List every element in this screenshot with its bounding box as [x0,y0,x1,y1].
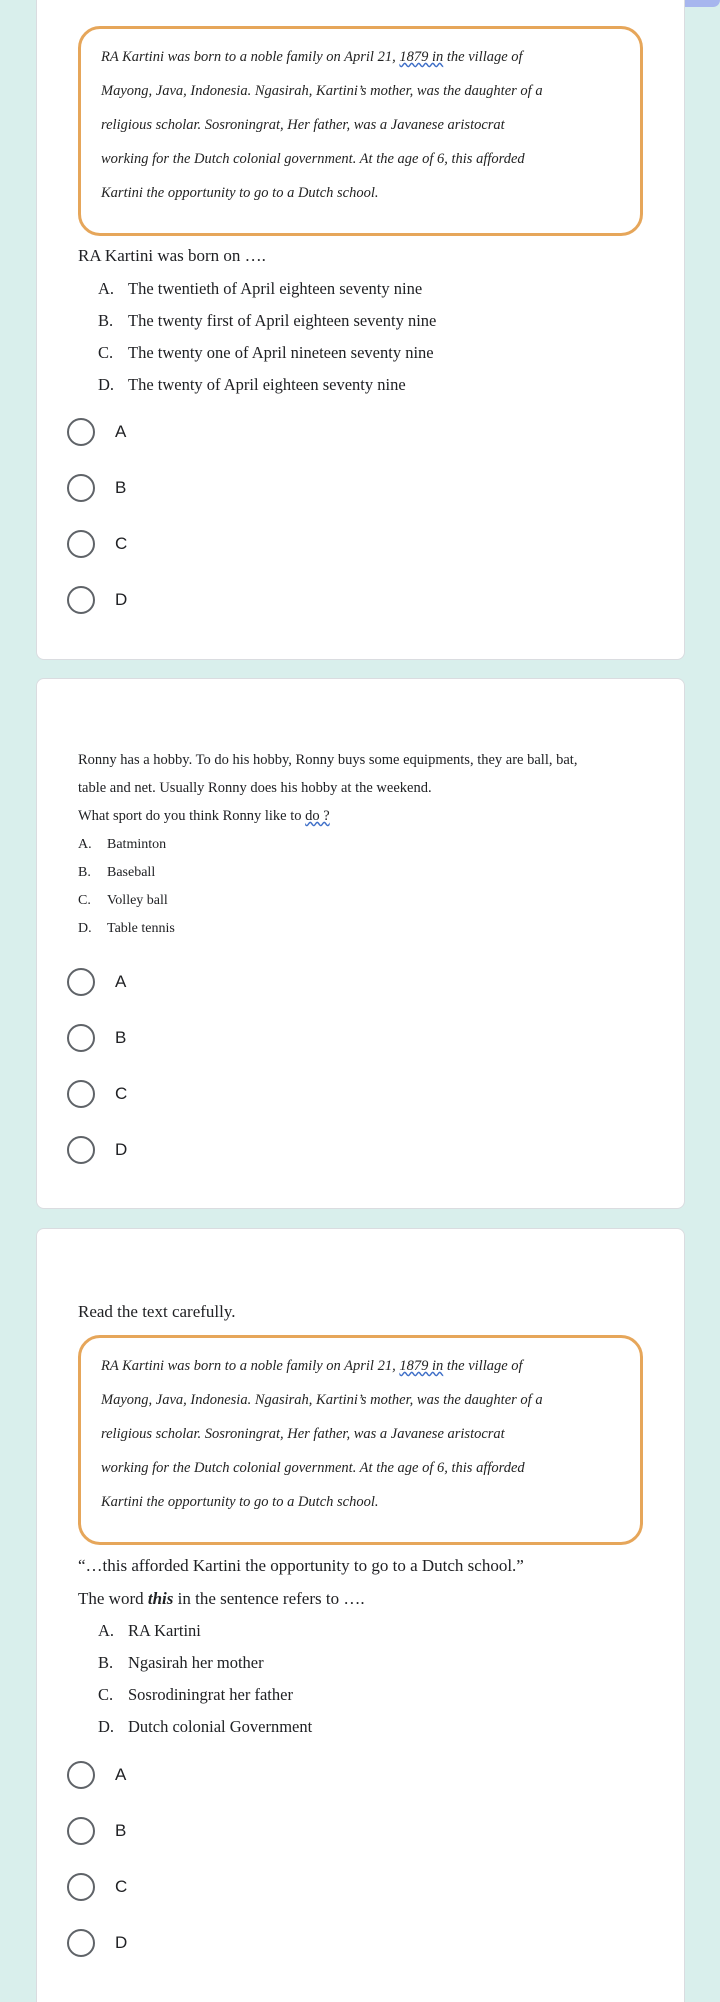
passage-text: RA Kartini was born to a noble family on April 21, [101,49,400,65]
passage-line: working for the Dutch colonial government. At the age of 6, this afforded [101,151,525,167]
passage-line: religious scholar. Sosroningrat, Her father, was a Javanese aristocrat [101,1426,505,1442]
question-intro: Read the text carefully. [78,1302,236,1321]
answer-option-c-text: C. Sosrodiningrat her father [98,1685,293,1704]
question-card-2 [36,678,685,1209]
passage-text: RA Kartini was born to a noble family on April 21, [101,1358,400,1374]
choice-d[interactable] [67,584,367,616]
radio-button[interactable] [67,1136,95,1164]
question-stem: RA Kartini was born on …. [78,246,266,265]
choice-c[interactable] [67,528,367,560]
choice-label: B [115,1821,127,1840]
choice-b[interactable] [67,1022,367,1054]
choice-a[interactable] [67,966,367,998]
answer-option-d-text: D. Table tennis [78,921,175,936]
choice-d[interactable] [67,1134,367,1166]
radio-button[interactable] [67,418,95,446]
radio-button[interactable] [67,1817,95,1845]
passage-line: Kartini the opportunity to go to a Dutch school. [101,185,379,201]
choice-label: A [115,422,127,441]
passage-line: Kartini the opportunity to go to a Dutch school. [101,1494,379,1510]
choice-a[interactable] [67,1759,367,1791]
choice-label: C [115,534,128,553]
radio-button[interactable] [67,586,95,614]
question-card-1 [36,0,685,660]
radio-button[interactable] [67,1761,95,1789]
passage-line: religious scholar. Sosroningrat, Her father, was a Javanese aristocrat [101,117,505,133]
answer-option-c-text: C. Volley ball [78,893,168,908]
passage-underlined-text: 1879 in [399,1358,444,1374]
radio-button[interactable] [67,968,95,996]
radio-button[interactable] [67,530,95,558]
passage-box [78,1335,643,1545]
passage-text: the village of [443,1358,523,1374]
choice-label: A [115,1765,127,1784]
answer-option-b-text: B. Baseball [78,865,156,880]
choice-label: C [115,1877,128,1896]
answer-option-c-text: C. The twenty one of April nineteen seventy nine [98,343,434,362]
answer-option-b-text: B. Ngasirah her mother [98,1653,264,1672]
choice-c[interactable] [67,1078,367,1110]
radio-button[interactable] [67,1080,95,1108]
passage-line: Mayong, Java, Indonesia. Ngasirah, Kartini’s mother, was the daughter of a [101,1392,543,1408]
answer-option-a-text: A. The twentieth of April eighteen seventy nine [98,279,423,298]
answer-option-a-text: A. RA Kartini [98,1621,201,1640]
question-card-3 [36,1228,685,2002]
passage-line: working for the Dutch colonial government. At the age of 6, this afforded [101,1460,525,1476]
choice-label: D [115,590,128,609]
answer-option-d-text: D. The twenty of April eighteen seventy nine [98,375,406,394]
choice-label: D [115,1933,128,1952]
passage-underlined-text: 1879 in [399,49,444,65]
quoted-sentence: “…this afforded Kartini the opportunity to go to a Dutch school.” [78,1556,524,1575]
choice-d[interactable] [67,1927,367,1959]
radio-button[interactable] [67,1929,95,1957]
choice-label: A [115,972,127,991]
choice-b[interactable] [67,1815,367,1847]
choice-label: B [115,478,127,497]
choice-a[interactable] [67,416,367,448]
choice-label: C [115,1084,128,1103]
passage-line: Mayong, Java, Indonesia. Ngasirah, Kartini’s mother, was the daughter of a [101,83,543,99]
answer-option-a-text: A. Batminton [78,837,167,852]
answer-option-b-text: B. The twenty first of April eighteen seventy nine [98,311,437,330]
choice-label: D [115,1140,128,1159]
answer-option-d-text: D. Dutch colonial Government [98,1717,313,1736]
question-stem: The word this in the sentence refers to …. [78,1589,365,1608]
passage-box [78,26,643,236]
radio-button[interactable] [67,1873,95,1901]
radio-button[interactable] [67,1024,95,1052]
radio-button[interactable] [67,474,95,502]
question-stem: Ronny has a hobby. To do his hobby, Ronny buys some equipments, they are ball, bat, table and net. Usually Ronny does his hobby at the weekend. What sport do you think Ronny like to do ? [78,752,578,824]
choice-c[interactable] [67,1871,367,1903]
passage-text: the village of [443,49,523,65]
choice-label: B [115,1028,127,1047]
choice-b[interactable] [67,472,367,504]
